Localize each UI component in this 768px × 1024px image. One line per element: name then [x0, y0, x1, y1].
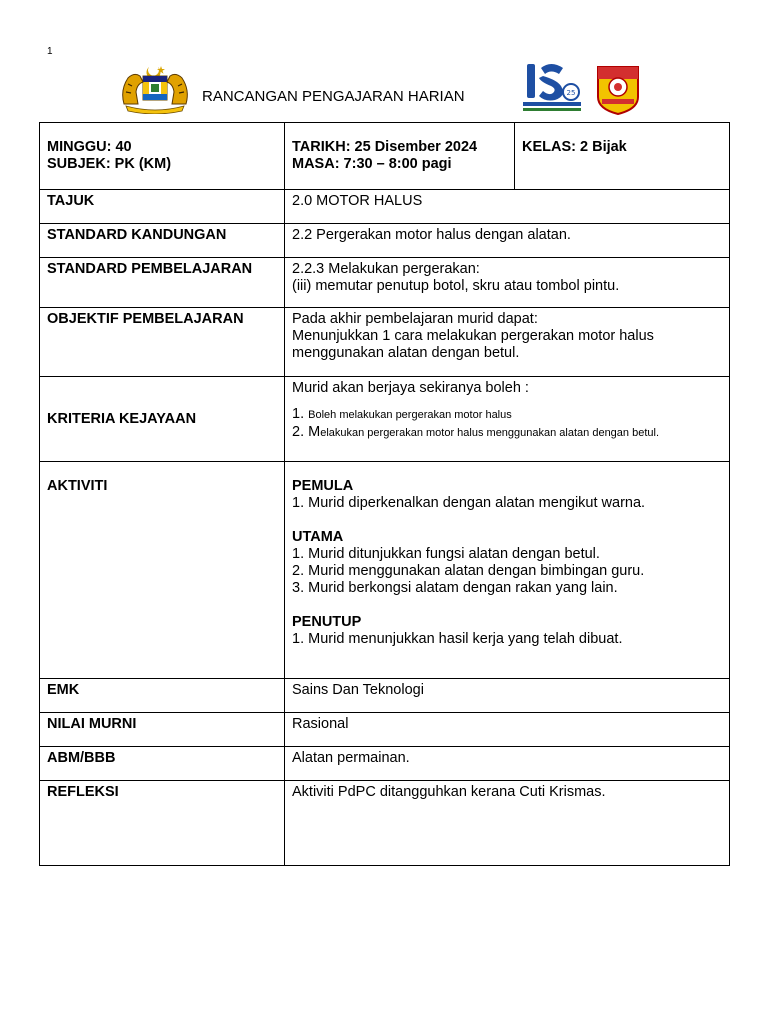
kriteria-item-1 [292, 406, 723, 424]
masa: MASA: 7:30 – 8:00 pagi [292, 156, 452, 172]
kriteria-intro: Murid akan berjaya sekiranya boleh : [292, 380, 529, 396]
objektif-label: OBJEKTIF PEMBELAJARAN [40, 308, 285, 377]
malaysia-coat-of-arms-icon [116, 64, 194, 114]
standard-kandungan-label: STANDARD KANDUNGAN [40, 224, 285, 258]
tajuk-value: 2.0 MOTOR HALUS [285, 190, 730, 224]
aktiviti-row [40, 462, 730, 679]
kriteria-item-2 [292, 424, 723, 442]
abm-label: ABM/BBB [40, 747, 285, 781]
objektif-value [285, 308, 730, 377]
emk-value: Sains Dan Teknologi [285, 679, 730, 713]
penutup-heading: PENUTUP [292, 614, 362, 630]
kriteria-label: KRITERIA KEJAYAAN [40, 377, 285, 462]
standard-kandungan-row [40, 224, 730, 258]
kpm-logo-icon [521, 60, 583, 114]
standard-kandungan-value: 2.2 Pergerakan motor halus dengan alatan. [285, 224, 730, 258]
aktiviti-label: AKTIVITI [40, 462, 285, 679]
tajuk-label: TAJUK [40, 190, 285, 224]
kriteria-item-2-num: 2. M [292, 424, 321, 440]
tajuk-row [40, 190, 730, 224]
sp-line-2: (iii) memutar penutup botol, skru atau tombol pintu. [292, 278, 620, 294]
pemula-item: 1. Murid diperkenalkan dengan alatan mengikut warna. [292, 495, 646, 511]
sp-line-1: 2.2.3 Melakukan pergerakan: [292, 261, 480, 277]
class-cell [515, 123, 730, 190]
tarikh: TARIKH: 25 Disember 2024 [292, 139, 478, 155]
refleksi-value: Aktiviti PdPC ditangguhkan kerana Cuti Krismas. [285, 781, 730, 866]
subjek: SUBJEK: PK (KM) [47, 156, 172, 172]
page-number: 1 [47, 46, 53, 57]
utama-item: 2. Murid menggunakan alatan dengan bimbingan guru. [292, 563, 645, 579]
info-row [40, 123, 730, 190]
nilai-label: NILAI MURNI [40, 713, 285, 747]
refleksi-row [40, 781, 730, 866]
kriteria-item-1-num: 1. [292, 406, 305, 422]
document-title: RANCANGAN PENGAJARAN HARIAN [202, 88, 465, 105]
abm-value: Alatan permainan. [285, 747, 730, 781]
standard-pembelajaran-row [40, 258, 730, 308]
refleksi-label: REFLEKSI [40, 781, 285, 866]
utama-heading: UTAMA [292, 529, 344, 545]
utama-item: 1. Murid ditunjukkan fungsi alatan dengan betul. [292, 546, 600, 562]
standard-pembelajaran-value [285, 258, 730, 308]
kriteria-row [40, 377, 730, 462]
svg-text:25: 25 [566, 89, 576, 97]
date-time-cell [285, 123, 515, 190]
school-badge-icon [594, 63, 642, 115]
abm-row [40, 747, 730, 781]
pemula-heading: PEMULA [292, 478, 354, 494]
kriteria-item-2-text: elakukan pergerakan motor halus menggunakan alatan dengan betul. [320, 427, 660, 439]
objektif-line-1: Pada akhir pembelajaran murid dapat: [292, 311, 538, 327]
kelas: KELAS: 2 Bijak [522, 139, 627, 155]
kriteria-item-1-text: Boleh melakukan pergerakan motor halus [308, 409, 512, 421]
objektif-row [40, 308, 730, 377]
week-subject-cell [40, 123, 285, 190]
penutup-item: 1. Murid menunjukkan hasil kerja yang telah dibuat. [292, 631, 623, 647]
nilai-row [40, 713, 730, 747]
emk-row [40, 679, 730, 713]
standard-pembelajaran-label: STANDARD PEMBELAJARAN [40, 258, 285, 308]
objektif-line-2: Menunjukkan 1 cara melakukan pergerakan motor halus menggunakan alatan dengan betul. [292, 328, 654, 361]
minggu: MINGGU: 40 [47, 139, 132, 155]
nilai-value: Rasional [285, 713, 730, 747]
kriteria-value [285, 377, 730, 462]
lesson-plan-table [39, 122, 730, 866]
emk-label: EMK [40, 679, 285, 713]
aktiviti-value [285, 462, 730, 679]
utama-item: 3. Murid berkongsi alatam dengan rakan yang lain. [292, 580, 618, 596]
